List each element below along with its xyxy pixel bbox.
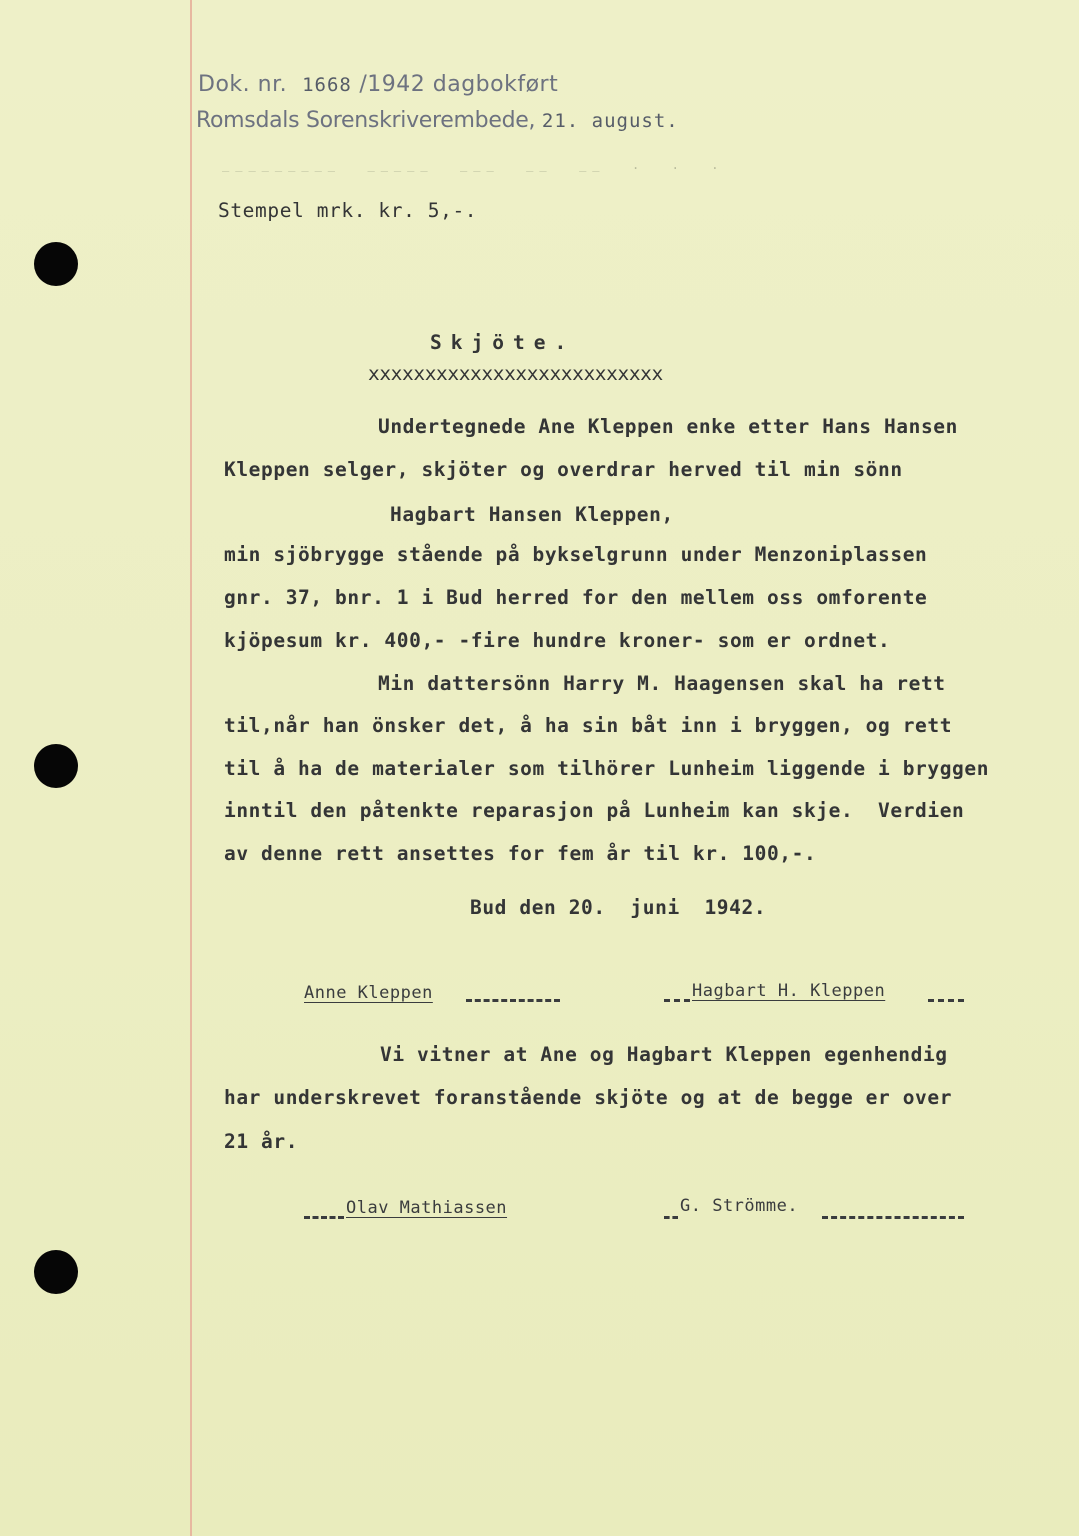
body-line-2: Kleppen selger, skjöter og overdrar herved til min sönn	[224, 458, 903, 481]
body-line-11: av denne rett ansettes for fem år til kr. 100,-.	[224, 842, 817, 865]
body-line-6: kjöpesum kr. 400,- -fire hundre kroner- som er ordnet.	[224, 629, 891, 652]
witness2-rule-right	[822, 1216, 964, 1219]
body-line-4: min sjöbrygge stående på bykselgrunn under Menzoniplassen	[224, 543, 928, 566]
punch-hole-middle	[34, 744, 78, 788]
buyer-name-line: Hagbart Hansen Kleppen,	[390, 503, 674, 526]
buyer-signature-name: Hagbart H. Kleppen	[692, 981, 886, 1001]
stamp-duty-note: Stempel mrk. kr. 5,-.	[218, 199, 478, 222]
document-title: Skjöte.	[430, 331, 576, 354]
witness1-name: Olav Mathiassen	[346, 1198, 508, 1218]
witness1-rule-left	[304, 1216, 344, 1219]
stamp-journal-suffix: dagbokført	[432, 72, 559, 97]
body-line-8: til,når han önsker det, å ha sin båt inn i bryggen, og rett	[224, 714, 953, 737]
buyer-signature	[692, 981, 885, 1001]
stamp-office: Romsdals Sorenskriverembede,	[196, 108, 536, 133]
witness1-signature	[346, 1198, 507, 1218]
body-line-10: inntil den påtenkte reparasjon på Lunheim kan skje. Verdien	[224, 799, 965, 822]
title-underline: xxxxxxxxxxxxxxxxxxxxxxxxxx	[368, 362, 663, 385]
body-line-9: til å ha de materialer som tilhörer Lunheim liggende i bryggen	[224, 757, 990, 780]
witness2-rule-left	[664, 1216, 678, 1219]
margin-rule	[190, 0, 192, 1536]
seller-signature	[304, 983, 433, 1003]
registration-stamp-line1	[198, 72, 558, 97]
stamp-doc-label: Dok. nr.	[198, 72, 288, 97]
buyer-signature-rule-right	[928, 999, 964, 1002]
doc-number: 1668	[302, 74, 352, 96]
witness-line-1: Vi vitner at Ane og Hagbart Kleppen egenhendig	[380, 1043, 948, 1066]
place-date: Bud den 20. juni 1942.	[470, 896, 767, 919]
faint-erased-line: _________ _____ ___ __ __ . . .	[222, 158, 725, 172]
punch-hole-top	[34, 242, 78, 286]
witness2-signature	[680, 1196, 798, 1216]
body-line-1: Undertegnede Ane Kleppen enke etter Hans Hansen	[378, 415, 958, 438]
body-line-7: Min dattersönn Harry M. Haagensen skal ha rett	[378, 672, 946, 695]
witness-line-3: 21 år.	[224, 1130, 299, 1153]
seller-signature-rule	[466, 999, 560, 1002]
witness2-name: G. Strömme.	[680, 1196, 799, 1216]
body-line-5: gnr. 37, bnr. 1 i Bud herred for den mellem oss omforente	[224, 586, 928, 609]
doc-year: /1942	[359, 72, 426, 97]
witness-line-2: har underskrevet foranstående skjöte og at de begge er over	[224, 1086, 953, 1109]
seller-signature-name: Anne Kleppen	[304, 983, 433, 1003]
registration-stamp-line2	[196, 108, 679, 133]
punch-hole-bottom	[34, 1250, 78, 1294]
registration-date: 21. august.	[541, 110, 679, 132]
buyer-signature-rule-left	[664, 999, 690, 1002]
